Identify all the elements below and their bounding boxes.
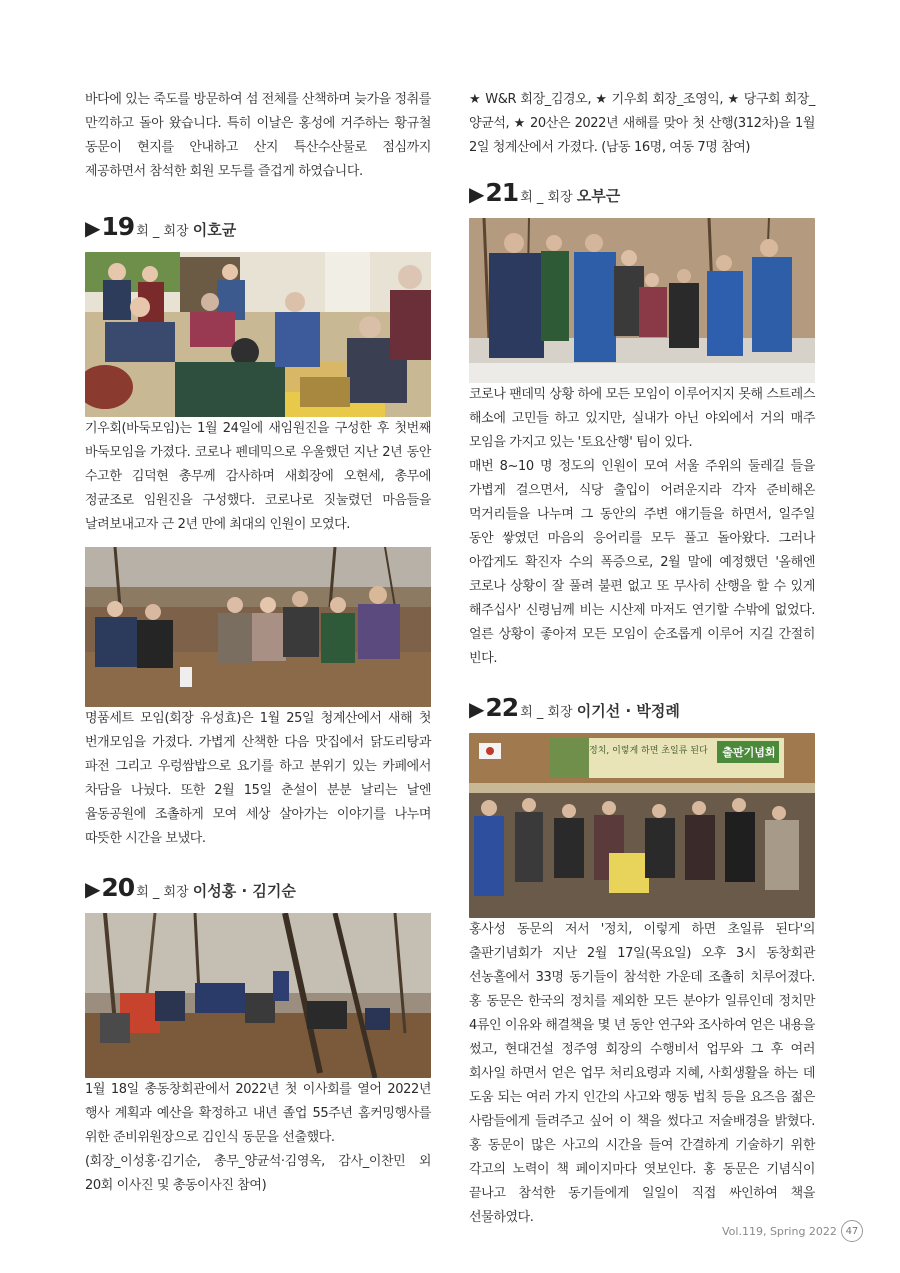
photo-hiking-group <box>469 218 815 383</box>
section-heading-20 <box>85 873 431 907</box>
book-launch-paragraph: 홍사성 동문의 저서 '정치, 이렇게 하면 초일류 된다'의 출판기념회가 지난 2월 17일(목요일) 오후 3시 동창회관 선농홀에서 33명 동기들이 참석한 가운데 조촐히 치루어졌다. 홍 동문은 한국의 정치를 제외한 모든 분야가 일류인데 정치만 4류인 이유와 해결책을 몇 년 동안 연구와 조사하여 얻은 내용을 썼고, 현대건설 정주영 회장의 수행비서 업무와 그 후 여러 회사일 하면서 얻은 업무 처리요령과 지혜, 사회생활을 하는 데 도움 되는 여러 가지 인간의 사고와 행동 법칙 등을 요즈음 젊은 사람들에게 들려주고 싶어 이 책을 썼다고 저술배경을 밝혔다. 홍 동문이 많은 사고의 시간을 들여 간결하게 기술하기 위한 각고의 노력이 책 페이지마다 엿보인다. 홍 동문은 기념식이 끝나고 참석한 동기들에게 일일이 직접 싸인하여 책을 선물하였다. <box>469 922 815 1225</box>
section-heading-22 <box>469 693 815 727</box>
photo-park-group <box>85 547 431 707</box>
right-column <box>469 88 815 1230</box>
class-number: 19 <box>101 212 135 241</box>
section-heading-19 <box>85 212 431 246</box>
triangle-arrow-icon: ▶ <box>469 182 485 206</box>
left-column <box>85 88 431 1198</box>
heading-suffix: 회 _ 회장 <box>136 885 193 900</box>
president-name: 이성홍 · 김기순 <box>192 882 296 900</box>
page-number: 47 <box>841 1220 863 1242</box>
triangle-arrow-icon: ▶ <box>469 697 485 721</box>
class-number: 22 <box>485 693 519 722</box>
hiking-intro-paragraph: 코로나 팬데믹 상황 하에 모든 모임이 이루어지지 못해 스트레스 해소에 고민들 하고 있지만, 실내가 아닌 야외에서 거의 매주 모임을 가지고 있는 '토요산행' 팀이 있다. <box>469 387 815 450</box>
photo-book-launch <box>469 733 815 918</box>
heading-suffix: 회 _ 회장 <box>520 190 577 205</box>
section-heading-21 <box>469 178 815 212</box>
president-name: 이호균 <box>192 221 237 239</box>
president-name: 이기선 · 박정례 <box>576 702 680 720</box>
photo-forest-meeting <box>85 913 431 1078</box>
luxury-set-paragraph: 명품세트 모임(회장 유성효)은 1월 25일 청계산에서 새해 첫 번개모임을 가졌다. 가볍게 산책한 다음 맛집에서 닭도리탕과 파전 그리고 우렁쌈밥으로 요기를 하고 분위기 있는 카페에서 차담을 나눴다. 또한 2월 15일 춘설이 분분 날리는 날엔 율동공원에 조촐하게 모여 세상 살아가는 이야기를 나누며 따뜻한 시간을 보냈다. <box>85 711 431 846</box>
class-number: 20 <box>101 873 135 902</box>
president-name: 오부근 <box>576 187 621 205</box>
triangle-arrow-icon: ▶ <box>85 877 101 901</box>
volume-label: Vol.119, Spring 2022 <box>722 1224 837 1238</box>
left-intro-paragraph: 바다에 있는 죽도를 방문하여 섬 전체를 산책하며 늦가을 정취를 만끽하고 돌아 왔습니다. 특히 이날은 홍성에 거주하는 황규철 동문이 현지를 안내하고 산지 특산수산물로 점심까지 제공하면서 참석한 회원 모두를 즐겁게 하였습니다. <box>85 92 431 179</box>
heading-suffix: 회 _ 회장 <box>520 705 577 720</box>
baduk-paragraph: 기우회(바둑모임)는 1월 24일에 새임원진을 구성한 후 첫번째 바둑모임을 가졌다. 코로나 펜데믹으로 우울했던 지난 2년 동안 수고한 김덕현 총무께 감사하며 새회장에 오현세, 총무에 정균조로 임원진을 구성했다. 코로나로 짓눌렸던 마음들을 날려보내고자 근 2년 만에 최대의 인원이 모였다. <box>85 421 431 532</box>
right-intro-paragraph: ★ W&R 회장_김경오, ★ 기우회 회장_조영익, ★ 당구회 회장_양균석, ★ 20산은 2022년 새해를 맞아 첫 산행(312차)을 1월 2일 청계산에서 가졌다. (남동 16명, 여동 7명 참여) <box>469 92 815 155</box>
heading-suffix: 회 _ 회장 <box>136 224 193 239</box>
class-number: 21 <box>485 178 519 207</box>
photo-baduk-meeting <box>85 252 431 417</box>
banner-event-title: 출판기념회 <box>722 746 776 759</box>
board-meeting-paragraph: 1월 18일 총동창회관에서 2022년 첫 이사회를 열어 2022년 행사 계획과 예산을 확정하고 내년 졸업 55주년 홈커밍행사를 위한 준비위원장으로 김인식 동문을 선출했다. <box>85 1082 431 1145</box>
board-members-paragraph: (회장_이성홍·김기순, 총무_양균석·김영옥, 감사_이찬민 외 20회 이사진 및 총동이사진 참여) <box>85 1154 431 1193</box>
triangle-arrow-icon: ▶ <box>85 216 101 240</box>
page-footer <box>722 1220 863 1242</box>
banner-book-title: 정치, 이렇게 하면 초일류 된다 <box>589 746 708 756</box>
hiking-detail-paragraph: 매번 8~10 명 정도의 인원이 모여 서울 주위의 둘레길 들을 가볍게 걸으면서, 식당 출입이 어려운지라 각자 준비해온 먹거리들을 나누며 그 동안의 주변 얘기들을 하면서, 일주일 동안 쌓였던 마음의 응어리를 모두 풀고 돌아왔다. 그러나 아깝게도 확진자 수의 폭증으로, 2월 말에 예정했던 '올해엔 코로나 상황이 잘 풀려 불편 없고 또 무사히 산행을 할 수 있게 해주십사' 신령님께 비는 시산제 마저도 연기할 수밖에 없었다. 얼른 상황이 좋아져 모든 모임이 순조롭게 이루어 지길 간절히 빈다. <box>469 459 815 666</box>
